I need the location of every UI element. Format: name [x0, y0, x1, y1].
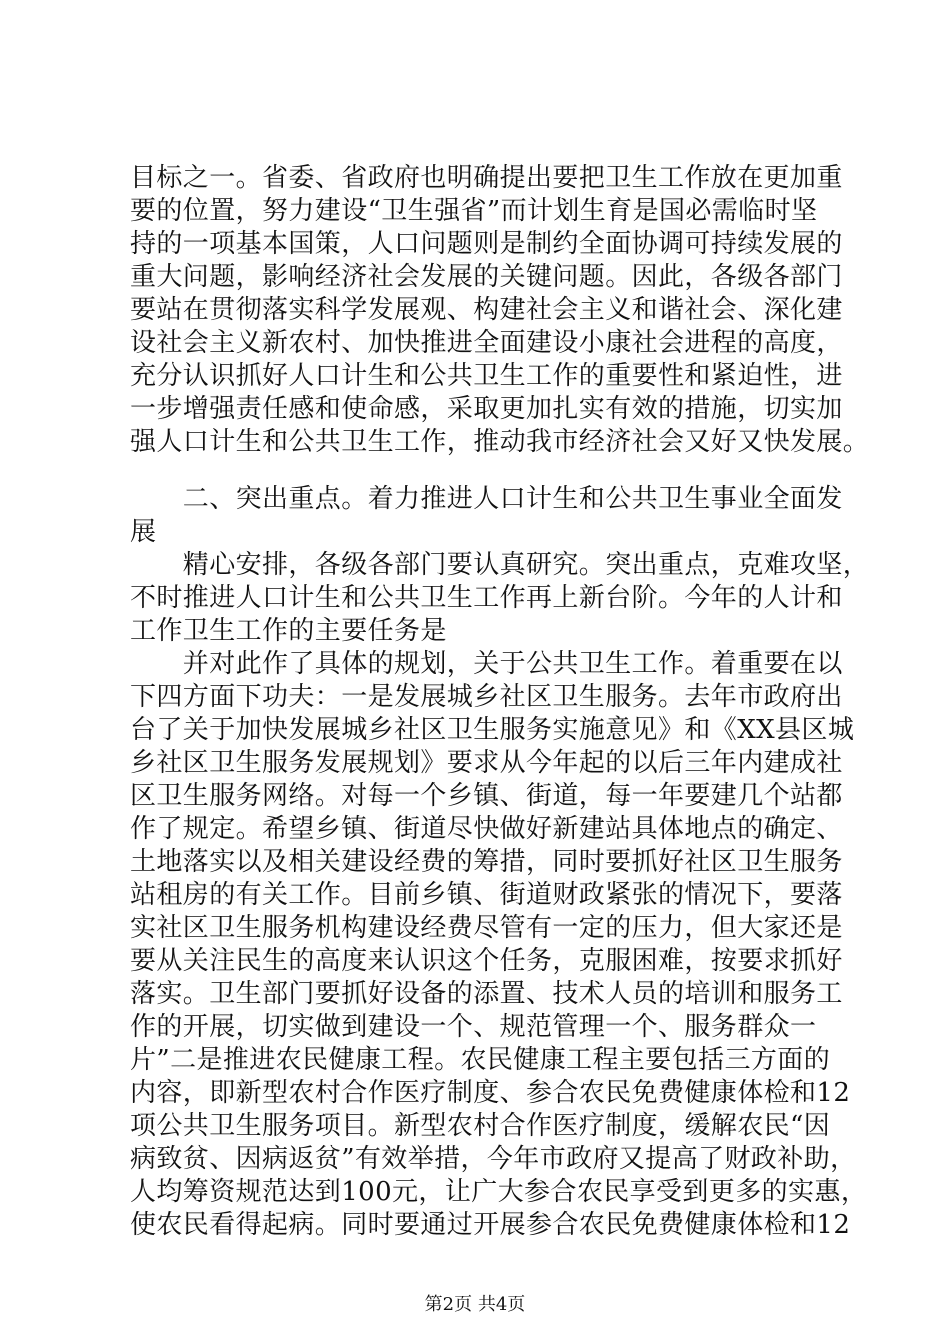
text-line: 强人口计生和公共卫生工作，推动我市经济社会又好又快发展。	[130, 427, 870, 457]
text-line: 精心安排，各级各部门要认真研究。突出重点，克难攻坚，	[130, 550, 870, 580]
text-line: 实社区卫生服务机构建设经费尽管有一定的压力，但大家还是	[130, 913, 843, 943]
text-line: 要的位置，努力建设“卫生强省”而计划生育是国必需临时坚	[130, 196, 818, 226]
text-line: 重大问题，影响经济社会发展的关键问题。因此，各级各部门	[130, 262, 843, 292]
text-line: 项公共卫生服务项目。新型农村合作医疗制度，缓解农民“因	[130, 1111, 831, 1141]
text-line: 作的开展，切实做到建设一个、规范管理一个、服务群众一	[130, 1012, 817, 1042]
text-line: 展	[130, 517, 157, 547]
page-footer: 第2页 共4页	[424, 1294, 526, 1315]
text-line: 设社会主义新农村、加快推进全面建设小康社会进程的高度，	[130, 328, 843, 358]
text-line: 工作卫生工作的主要任务是	[130, 616, 447, 646]
text-line: 目标之一。省委、省政府也明确提出要把卫生工作放在更加重	[130, 163, 843, 193]
text-line: 人均筹资规范达到100元，让广大参合农民享受到更多的实惠，	[130, 1177, 868, 1207]
text-line: 病致贫、因病返贫”有效举措，今年市政府又提高了财政补助，	[130, 1144, 857, 1174]
text-line: 片”二是推进农民健康工程。农民健康工程主要包括三方面的	[130, 1045, 831, 1075]
text-line: 区卫生服务网络。对每一个乡镇、街道，每一年要建几个站都	[130, 781, 843, 811]
text-line: 落实。卫生部门要抓好设备的添置、技术人员的培训和服务工	[130, 979, 843, 1009]
text-line: 台了关于加快发展城乡社区卫生服务实施意见》和《XX县区城	[130, 715, 855, 745]
text-line: 下四方面下功夫：一是发展城乡社区卫生服务。去年市政府出	[130, 682, 843, 712]
text-line: 土地落实以及相关建设经费的筹措，同时要抓好社区卫生服务	[130, 847, 843, 877]
text-line: 作了规定。希望乡镇、街道尽快做好新建站具体地点的确定、	[130, 814, 843, 844]
text-line: 二、突出重点。着力推进人口计生和公共卫生事业全面发	[130, 484, 843, 514]
text-line: 使农民看得起病。同时要通过开展参合农民免费健康体检和12	[130, 1210, 851, 1240]
text-line: 乡社区卫生服务发展规划》要求从今年起的以后三年内建成社	[130, 748, 843, 778]
text-line: 不时推进人口计生和公共卫生工作再上新台阶。今年的人计和	[130, 583, 843, 613]
text-line: 充分认识抓好人口计生和公共卫生工作的重要性和紧迫性，进	[130, 361, 843, 391]
text-line: 要从关注民生的高度来认识这个任务，克服困难，按要求抓好	[130, 946, 843, 976]
text-line: 站租房的有关工作。目前乡镇、街道财政紧张的情况下，要落	[130, 880, 843, 910]
text-line: 持的一项基本国策，人口问题则是制约全面协调可持续发展的	[130, 229, 843, 259]
text-line: 一步增强责任感和使命感，采取更加扎实有效的措施，切实加	[130, 394, 843, 424]
text-line: 要站在贯彻落实科学发展观、构建社会主义和谐社会、深化建	[130, 295, 843, 325]
text-line: 内容，即新型农村合作医疗制度、参合农民免费健康体检和12	[130, 1078, 851, 1108]
text-line: 并对此作了具体的规划，关于公共卫生工作。着重要在以	[130, 649, 843, 679]
